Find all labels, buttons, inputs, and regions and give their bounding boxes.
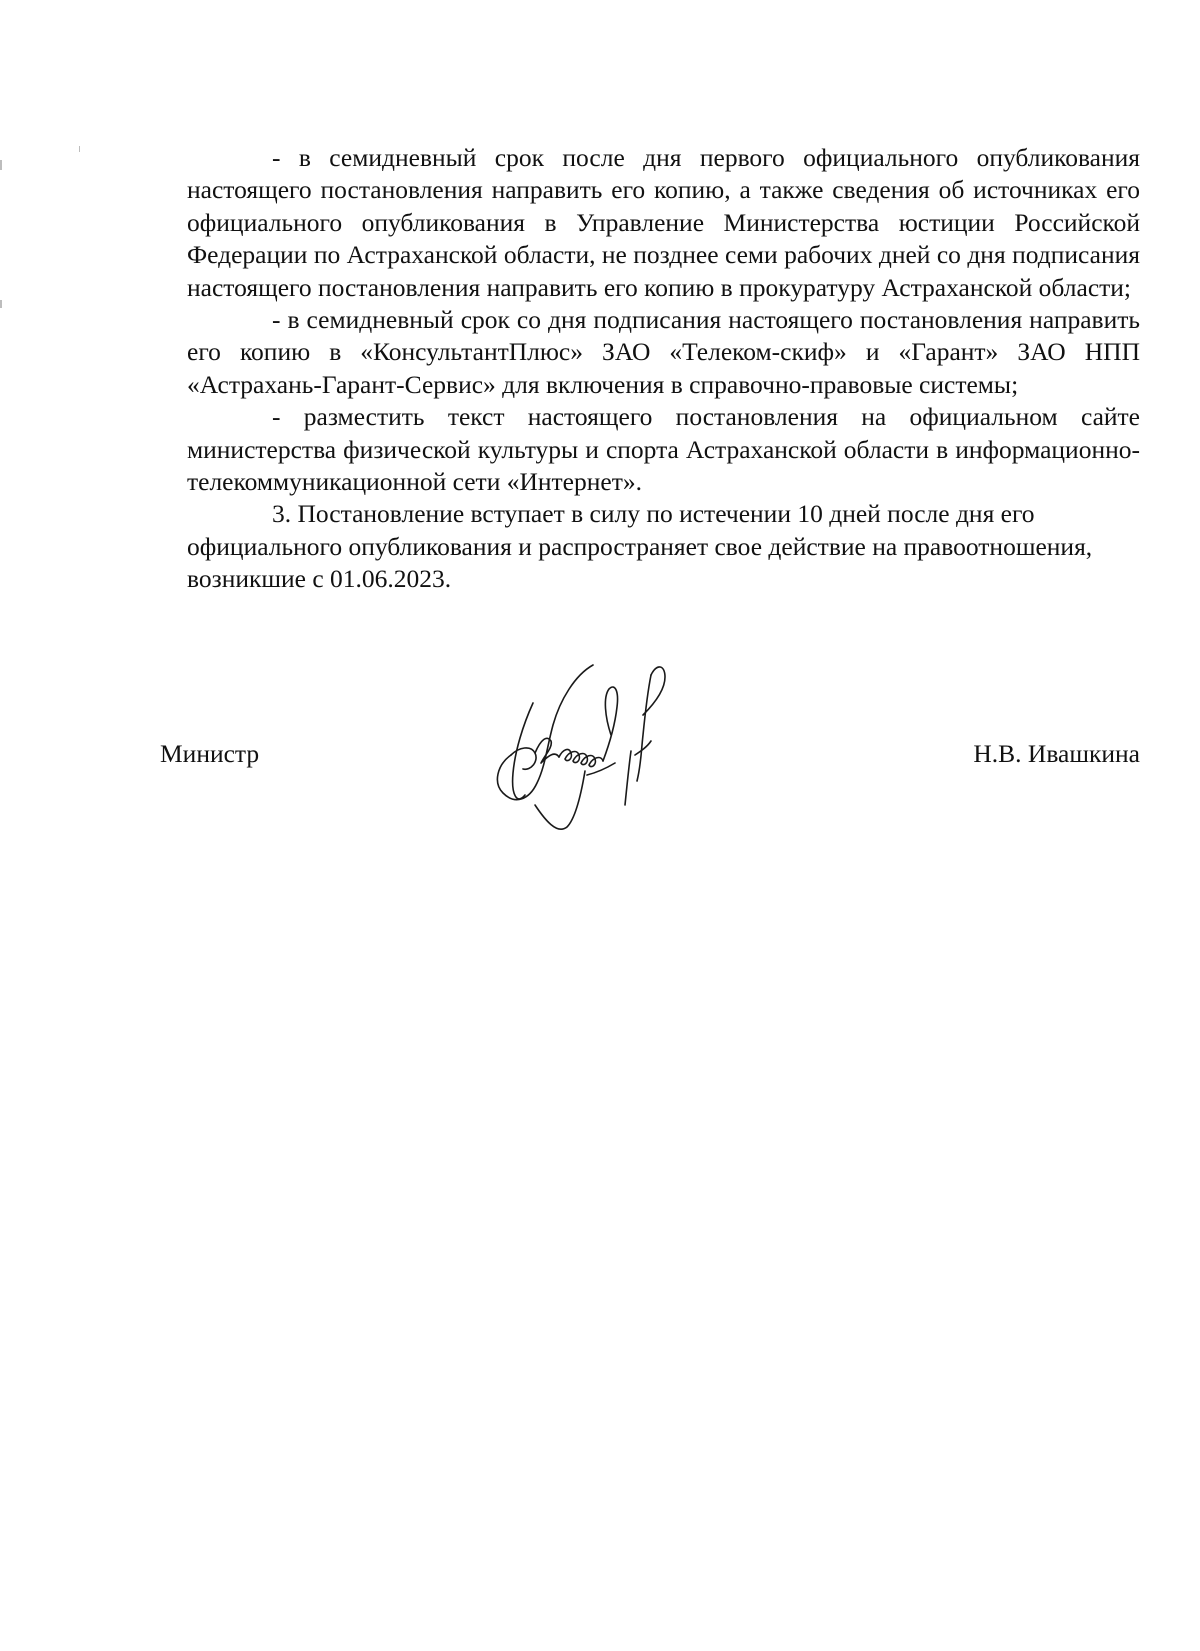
paragraph-effective-date: 3. Постановление вступает в силу по истечении 10 дней после дня его официального опубликования и распространяет свое действие на правоотношения, возникшие с 01.06.2023. xyxy=(187,499,1093,594)
signer-name: Н.В. Ивашкина xyxy=(973,739,1140,768)
scan-edge-mark xyxy=(0,300,2,308)
paragraph-website-posting: - разместить текст настоящего постановления на официальном сайте министерства физической культуры и спорта Астраханской области в информационно-телекоммуникационной сети «Интернет». xyxy=(187,402,1140,497)
scan-edge-mark xyxy=(0,160,2,170)
scan-edge-mark xyxy=(79,146,80,152)
document-body xyxy=(187,142,1140,596)
signature-block xyxy=(160,738,1140,778)
paragraph-publication-copy: - в семидневный срок после дня первого официального опубликования настоящего постановления направить его копию, а также сведения об источниках его официального опубликования в Управление Министерства юстиции Российской Федерации по Астраханской области, не позднее семи рабочих дней со дня подписания настоящего постановления направить его копию в прокуратуру Астраханской области; xyxy=(187,143,1140,302)
paragraph-legal-systems: - в семидневный срок со дня подписания настоящего постановления направить его копию в «КонсультантПлюс» ЗАО «Телеком-скиф» и «Гарант» ЗАО НПП «Астрахань-Гарант-Сервис» для включения в справочно-правовые системы; xyxy=(187,305,1140,399)
signer-title: Министр xyxy=(160,739,260,768)
